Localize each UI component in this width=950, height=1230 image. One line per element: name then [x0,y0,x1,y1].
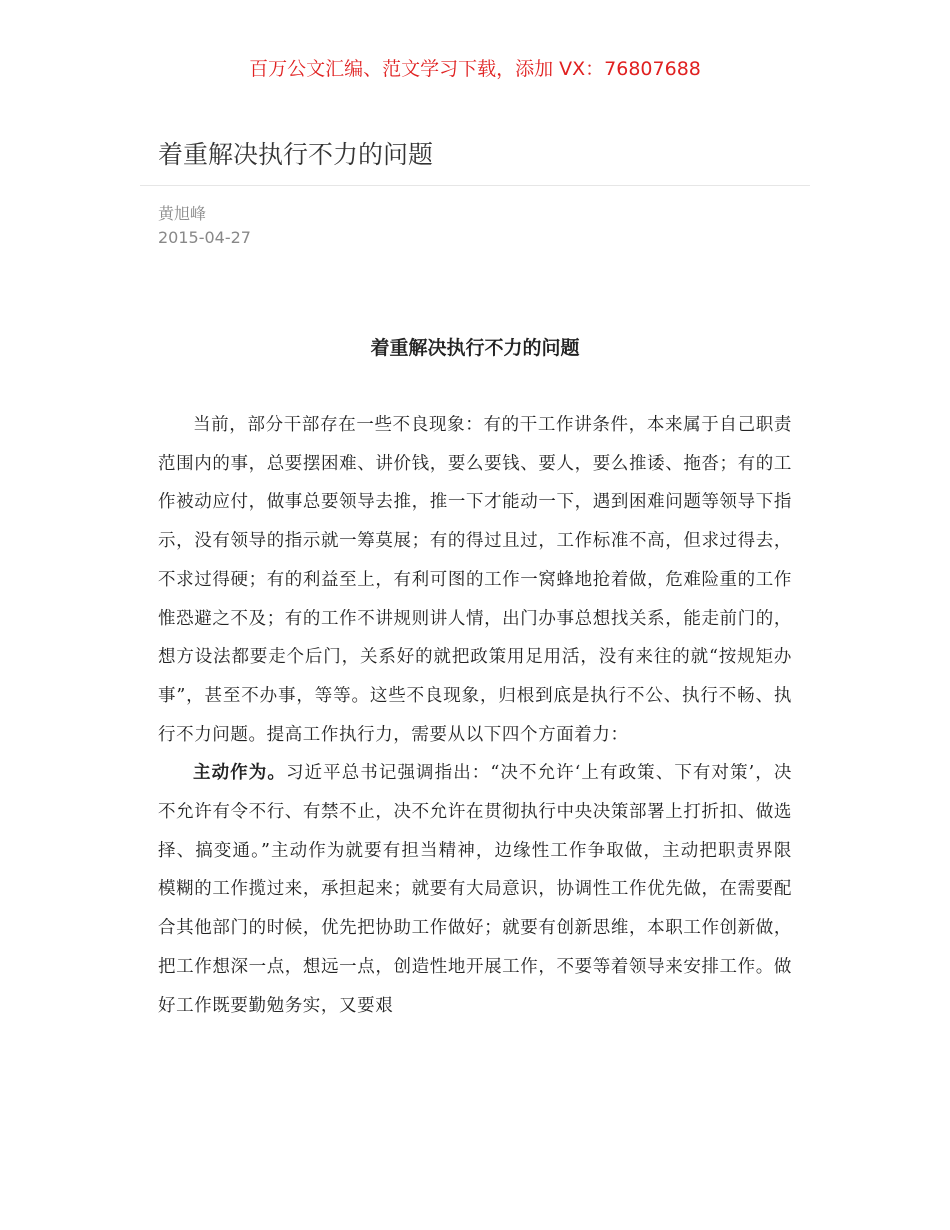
publish-date: 2015-04-27 [158,228,251,247]
paragraph-proactive [158,754,792,1025]
author-name: 黄旭峰 [158,204,207,223]
download-banner: 百万公文汇编、范文学习下载，添加 VX：76807688 [249,58,701,80]
paragraph-intro [158,406,792,754]
title-divider [140,185,810,186]
paragraph-text: 当前，部分干部存在一些不良现象：有的干工作讲条件，本来属于自己职责范围内的事，总要摆困难、讲价钱，要么要钱、要人，要么推诿、拖沓；有的工作被动应付，做事总要领导去推，推一下才能动一下，遇到困难问题等领导下指示，没有领导的指示就一筹莫展；有的得过且过，工作标准不高，但求过得去，不求过得硬；有的利益至上，有利可图的工作一窝蜂地抢着做，危难险重的工作惟恐避之不及；有的工作不讲规则讲人情，出门办事总想找关系，能走前门的，想方设法都要走个后门，关系好的就把政策用足用活，没有来往的就“按规矩办事”，甚至不办事，等等。这些不良现象，归根到底是执行不公、执行不畅、执行不力问题。提高工作执行力，需要从以下四个方面着力： [158,415,792,745]
article-title: 着重解决执行不力的问题 [158,140,434,169]
paragraph-lead: 主动作为。 [193,763,286,784]
paragraph-text: 习近平总书记强调指出：“决不允许‘上有政策、下有对策’，决不允许有令不行、有禁不止，决不允许在贯彻执行中央决策部署上打折扣、做选择、搞变通。”主动作为就要有担当精神，边缘性工作争取做，主动把职责界限模糊的工作揽过来，承担起来；就要有大局意识，协调性工作优先做，在需要配合其他部门的时候，优先把协助工作做好；就要有创新思维，本职工作创新做，把工作想深一点，想远一点，创造性地开展工作，不要等着领导来安排工作。做好工作既要勤勉务实，又要艰 [158,763,792,1016]
content-heading: 着重解决执行不力的问题 [370,337,580,359]
article-body [158,406,792,1025]
